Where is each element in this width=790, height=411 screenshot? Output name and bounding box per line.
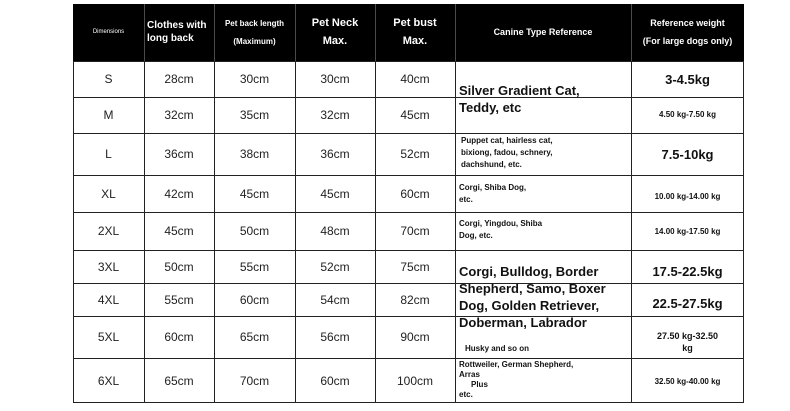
cell-size: 5XL <box>97 330 120 344</box>
cell-clothes: 55cm <box>164 292 194 307</box>
cell-back: 45cm <box>239 186 270 201</box>
cell-size: S <box>104 72 113 86</box>
cell-clothes: 28cm <box>164 72 194 86</box>
cell-neck: 56cm <box>320 330 350 344</box>
cell-size: 6XL <box>97 373 120 388</box>
cell-bust: 52cm <box>400 147 430 161</box>
weight-s: 3-4.5kg <box>665 72 710 87</box>
header-reference-weight: Reference weight (For large dogs only) <box>642 18 733 46</box>
reference-husky: Husky and so on <box>465 344 530 353</box>
cell-size: 3XL <box>97 259 120 274</box>
cell-clothes: 60cm <box>164 330 194 344</box>
header-pet-neck: Pet Neck Max. <box>311 16 359 47</box>
cell-neck: 48cm <box>320 224 350 238</box>
table-header <box>73 4 744 61</box>
cell-size: XL <box>101 186 116 201</box>
weight-xl: 10.00 kg-14.00 kg <box>654 192 721 201</box>
weight-4xl: 22.5-27.5kg <box>652 296 723 311</box>
cell-bust: 60cm <box>400 186 430 201</box>
cell-neck: 54cm <box>320 292 350 307</box>
header-canine-type-reference: Canine Type Reference <box>493 26 593 37</box>
cell-back: 50cm <box>239 224 270 238</box>
cell-back: 30cm <box>239 72 270 86</box>
weight-6xl: 32.50 kg-40.00 kg <box>654 377 721 386</box>
header-pet-bust: Pet bust Max. <box>393 16 437 47</box>
cell-back: 65cm <box>239 330 270 344</box>
grid-line-vertical <box>455 61 456 403</box>
weight-2xl: 14.00 kg-17.50 kg <box>654 227 721 236</box>
cell-neck: 60cm <box>320 373 350 388</box>
cell-back: 38cm <box>239 147 270 161</box>
weight-l: 7.5-10kg <box>661 147 714 162</box>
cell-clothes: 65cm <box>164 373 194 388</box>
cell-clothes: 32cm <box>164 108 194 122</box>
cell-neck: 32cm <box>320 108 350 122</box>
reference-xl: Corgi, Shiba Dog, etc. <box>459 183 527 204</box>
cell-neck: 45cm <box>320 186 350 201</box>
cell-neck: 30cm <box>320 72 350 86</box>
reference-l: Puppet cat, hairless cat, bixiong, fadou, schnery, dachshund, etc. <box>461 136 553 169</box>
cell-back: 35cm <box>239 108 270 122</box>
reference-small: Silver Gradient Cat, Teddy, etc <box>459 83 580 115</box>
cell-clothes: 50cm <box>164 259 194 274</box>
reference-2xl: Corgi, Yingdou, Shiba Dog, etc. <box>459 219 543 240</box>
cell-back: 55cm <box>239 259 270 274</box>
cell-bust: 40cm <box>400 72 430 86</box>
cell-size: 4XL <box>97 292 120 307</box>
cell-clothes: 45cm <box>164 224 194 238</box>
cell-bust: 82cm <box>400 292 430 307</box>
cell-size: L <box>105 147 112 161</box>
cell-clothes: 36cm <box>164 147 194 161</box>
cell-back: 60cm <box>239 292 270 307</box>
header-clothes-long-back: Clothes with long back <box>147 20 207 44</box>
weight-3xl: 17.5-22.5kg <box>652 264 723 279</box>
size-chart <box>73 4 744 404</box>
cell-size: 2XL <box>97 224 120 238</box>
reference-large: Corgi, Bulldog, Border Shepherd, Samo, Boxer Dog, Golden Retriever, Doberman, Labrador <box>459 264 606 330</box>
cell-bust: 45cm <box>400 108 430 122</box>
cell-neck: 52cm <box>320 259 350 274</box>
cell-bust: 75cm <box>400 259 430 274</box>
cell-size: M <box>103 108 114 122</box>
cell-bust: 100cm <box>396 373 434 388</box>
weight-m: 4.50 kg-7.50 kg <box>659 110 716 119</box>
cell-bust: 70cm <box>400 224 430 238</box>
cell-bust: 90cm <box>400 330 430 344</box>
cell-back: 70cm <box>239 373 270 388</box>
cell-neck: 36cm <box>320 147 350 161</box>
weight-5xl: 27.50 kg-32.50 kg <box>656 331 719 353</box>
header-pet-back-length: Pet back length (Maximum) <box>224 18 285 46</box>
header-dimensions: Dimensions <box>92 28 125 35</box>
cell-clothes: 42cm <box>164 186 194 201</box>
reference-giant: Rottweiler, German Shepherd, Arras Plus etc. <box>459 360 574 399</box>
